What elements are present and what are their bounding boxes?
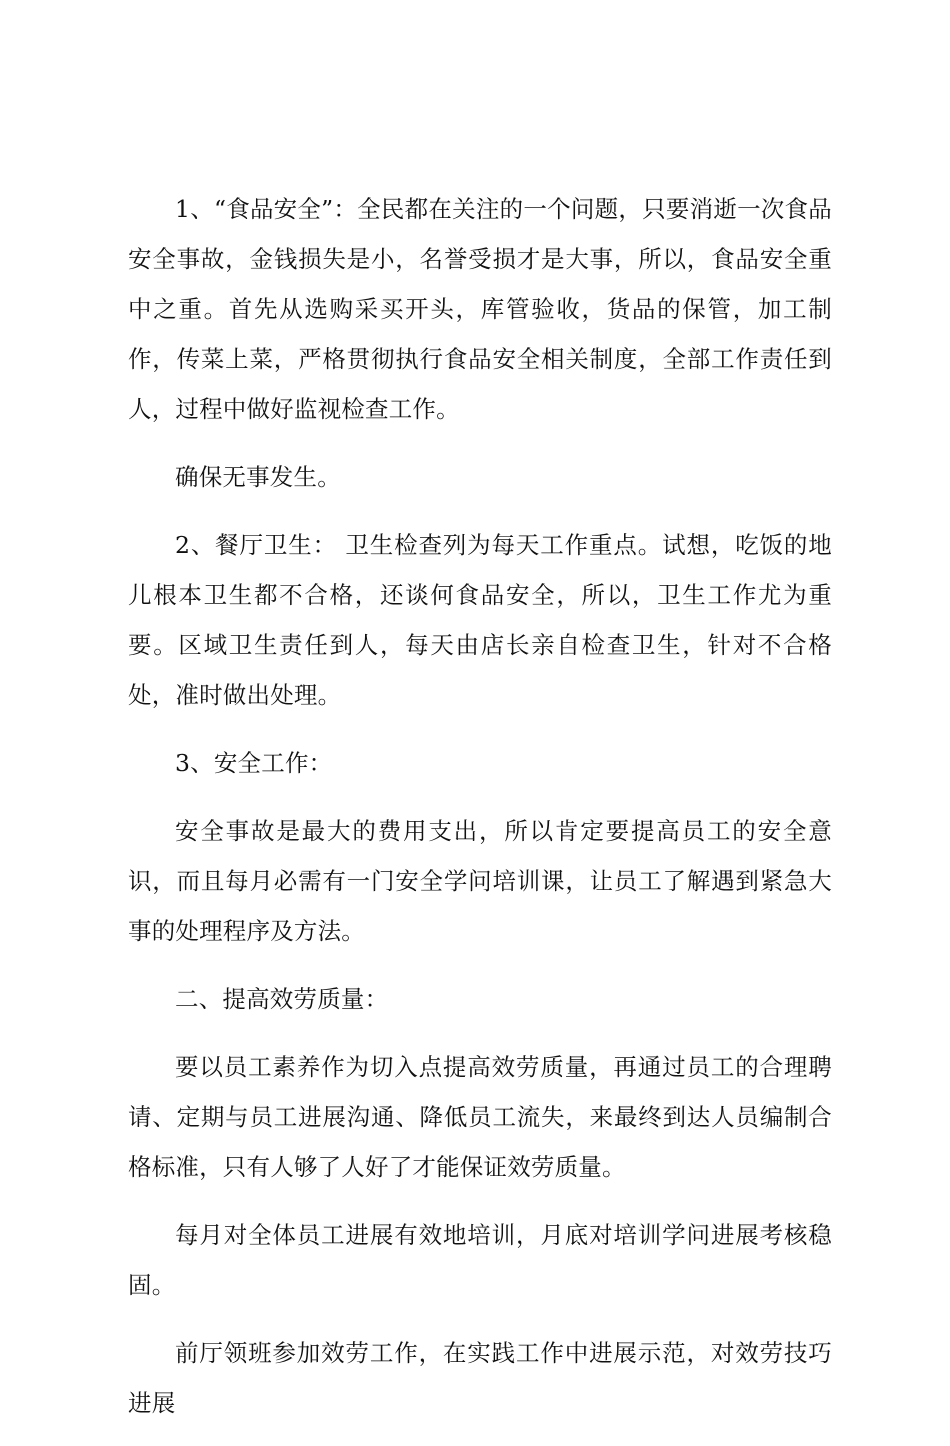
paragraph-ensure-safety: 确保无事发生。 <box>175 463 341 491</box>
paragraph-safety-work: 安全事故是最大的费用支出，所以肯定要提高员工的安全意识，而且每月必需有一门安全学问培训课，让员工了解遇到紧急大事的处理程序及方法。 <box>128 817 832 945</box>
section-heading-service-quality: 二、提高效劳质量： <box>175 985 389 1013</box>
paragraph-safety-work-heading: 3、安全工作： <box>175 749 333 777</box>
document-body <box>128 184 832 1446</box>
paragraph-front-hall-supervisor: 前厅领班参加效劳工作，在实践工作中进展示范，对效劳技巧进展 <box>128 1339 832 1417</box>
paragraph-monthly-training: 每月对全体员工进展有效地培训，月底对培训学问进展考核稳固。 <box>128 1221 832 1299</box>
paragraph-food-safety: 1、“食品安全”：全民都在关注的一个问题，只要消逝一次食品安全事故，金钱损失是小，名誉受损才是大事，所以，食品安全重中之重。首先从选购采买开头，库管验收，货品的保管，加工制作，传菜上菜，严格贯彻执行食品安全相关制度，全部工作责任到人，过程中做好监视检查工作。 <box>128 195 832 423</box>
paragraph-service-quality: 要以员工素养作为切入点提高效劳质量，再通过员工的合理聘请、定期与员工进展沟通、降低员工流失，来最终到达人员编制合格标准，只有人够了人好了才能保证效劳质量。 <box>128 1053 832 1181</box>
paragraph-restaurant-hygiene: 2、餐厅卫生： 卫生检查列为每天工作重点。试想，吃饭的地儿根本卫生都不合格，还谈何食品安全，所以，卫生工作尤为重要。区域卫生责任到人，每天由店长亲自检查卫生，针对不合格处，准时做出处理。 <box>128 531 832 709</box>
